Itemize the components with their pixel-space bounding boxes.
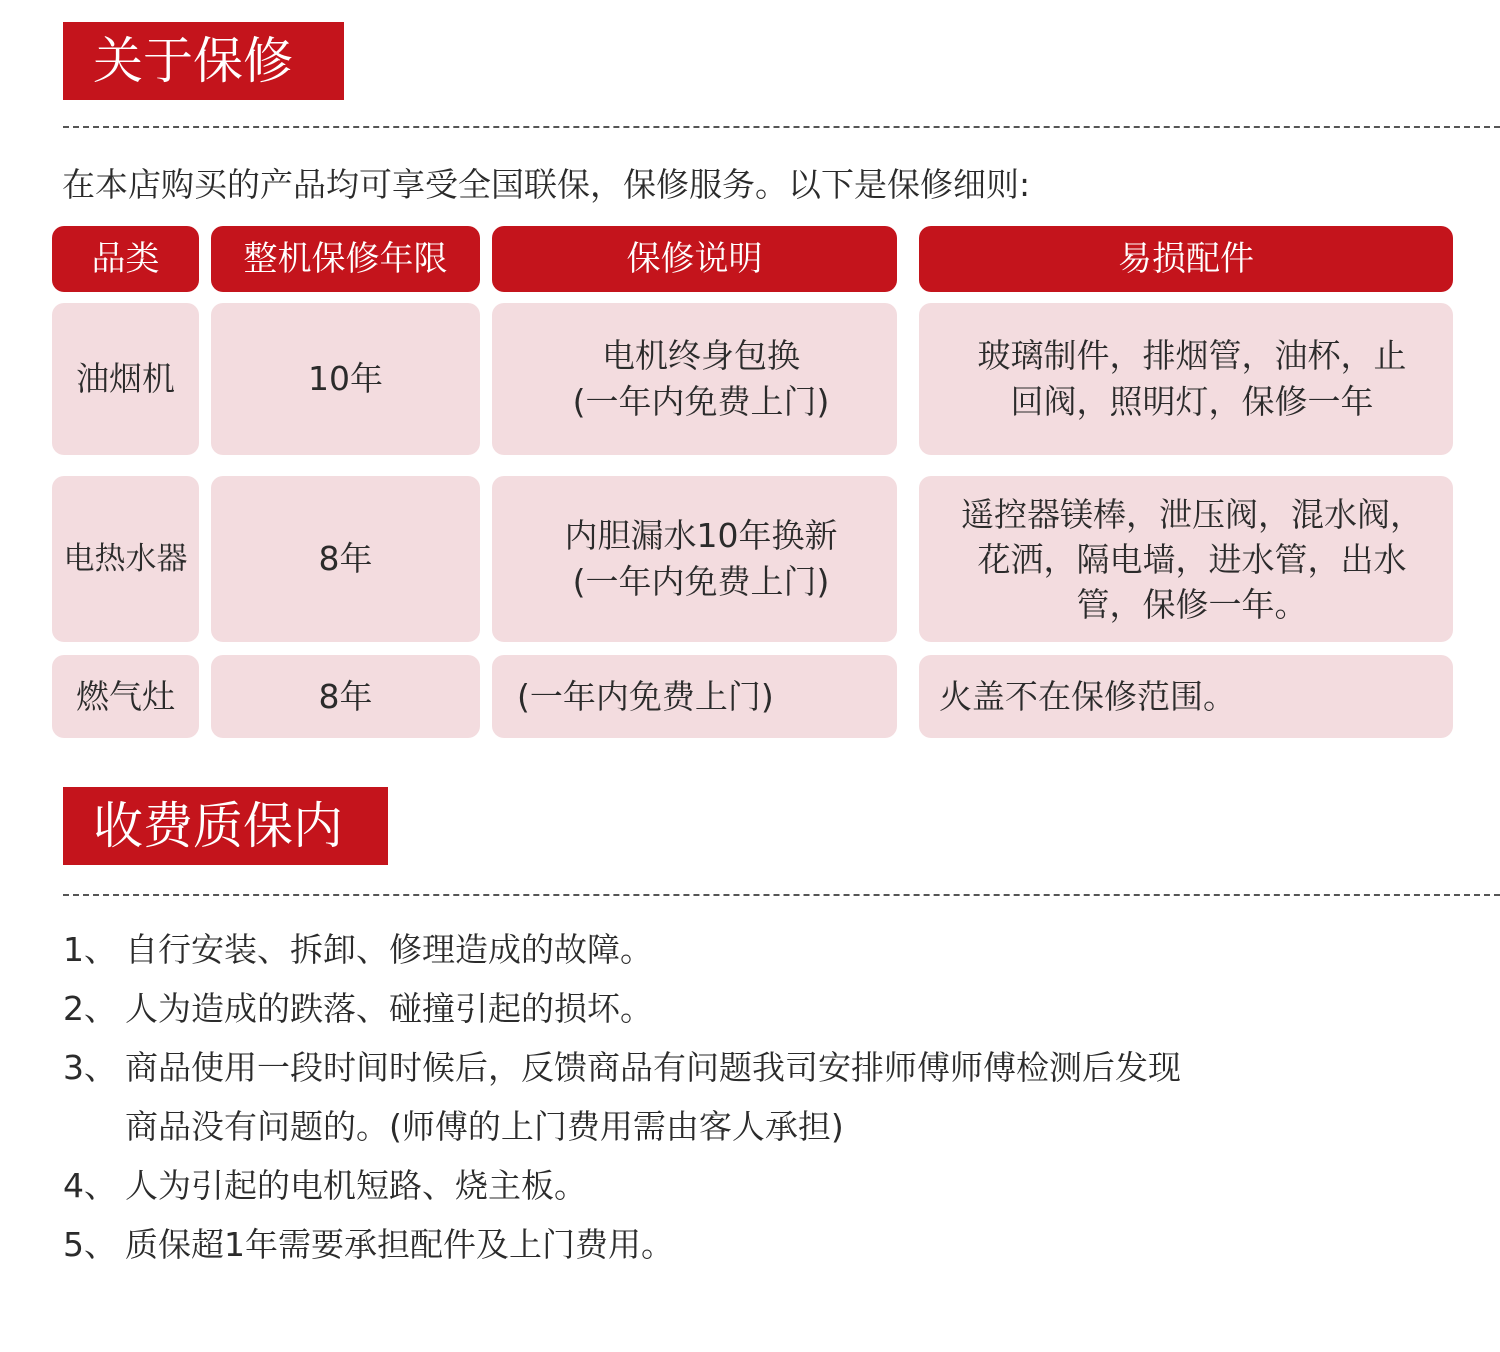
dashed-divider (63, 894, 1500, 896)
list-item-text: 人为引起的电机短路、烧主板。 (125, 1166, 587, 1205)
table-cell-years: 8年 (211, 655, 480, 738)
table-cell-description (492, 476, 897, 642)
table-cell-category: 电热水器 (52, 476, 199, 642)
list-item-number: 3、 (63, 1048, 117, 1087)
table-header-parts: 易损配件 (919, 226, 1453, 292)
list-item-number: 2、 (63, 989, 117, 1028)
description-line: (一年内免费上门) (572, 562, 830, 601)
parts-line: 回阀，照明灯，保修一年 (1010, 382, 1374, 421)
list-item-number: 1、 (63, 930, 117, 969)
description-line: (一年内免费上门) (572, 382, 830, 421)
table-cell-category: 油烟机 (52, 303, 199, 455)
list-item-text: 人为造成的跌落、碰撞引起的损坏。 (125, 989, 653, 1028)
table-header-years: 整机保修年限 (211, 226, 480, 292)
table-cell-description: (一年内免费上门) (492, 655, 897, 738)
list-item-text: 质保超1年需要承担配件及上门费用。 (125, 1225, 674, 1264)
description-line: 电机终身包换 (602, 336, 800, 375)
table-cell-years: 10年 (211, 303, 480, 455)
table-cell-description (492, 303, 897, 455)
table-cell-parts: 火盖不在保修范围。 (919, 655, 1453, 738)
parts-line: 管，保修一年。 (1076, 584, 1308, 624)
list-item-number: 4、 (63, 1166, 117, 1205)
list-item-text: 商品使用一段时间时候后，反馈商品有问题我司安排师傅师傅检测后发现 (125, 1048, 1181, 1087)
section-title-paid-service: 收费质保内 (63, 787, 388, 865)
section-title-warranty: 关于保修 (63, 22, 344, 100)
paid-service-rules-list (63, 920, 1363, 1274)
list-item (63, 979, 1363, 1038)
parts-line: 玻璃制件，排烟管，油杯，止 (977, 336, 1407, 375)
parts-line: 花洒，隔电墙，进水管，出水 (977, 539, 1407, 579)
table-cell-parts (919, 303, 1453, 455)
list-item-continuation: 商品没有问题的。(师傅的上门费用需由客人承担) (125, 1107, 844, 1146)
table-cell-years: 8年 (211, 476, 480, 642)
intro-text: 在本店购买的产品均可享受全国联保，保修服务。以下是保修细则: (62, 165, 1031, 204)
parts-line: 遥控器镁棒，泄压阀，混水阀， (961, 494, 1423, 534)
dashed-divider (63, 126, 1500, 128)
list-item (63, 1215, 1363, 1274)
list-item (63, 1156, 1363, 1215)
table-cell-parts (919, 476, 1453, 642)
table-header-category: 品类 (52, 226, 199, 292)
list-item-number: 5、 (63, 1225, 117, 1264)
list-item (63, 1038, 1363, 1097)
description-line: 内胆漏水10年换新 (564, 516, 838, 555)
table-cell-category: 燃气灶 (52, 655, 199, 738)
list-item (63, 920, 1363, 979)
table-header-description: 保修说明 (492, 226, 897, 292)
list-item-text: 自行安装、拆卸、修理造成的故障。 (125, 930, 653, 969)
